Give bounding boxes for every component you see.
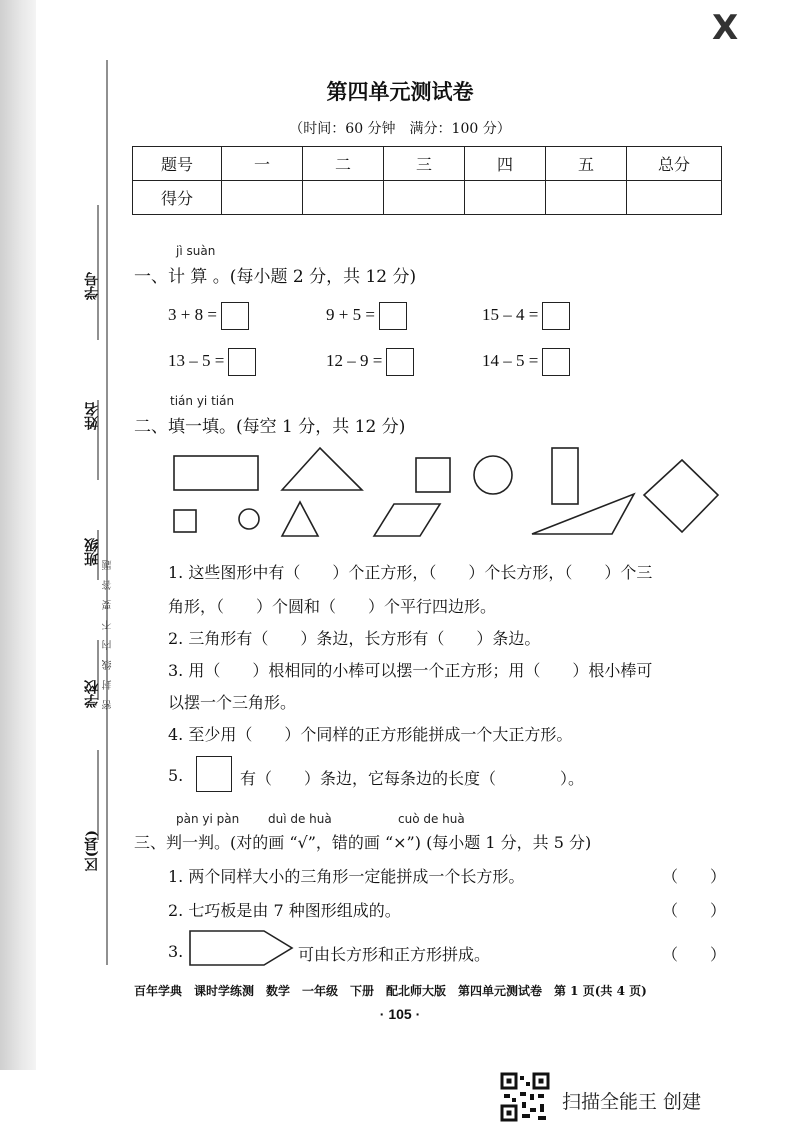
score-header-cell: 四 [465, 147, 546, 181]
problem-6 [482, 348, 570, 376]
tall-rectangle-shape [552, 448, 578, 504]
section2-title: 二、填一填。(每空 1 分，共 12 分) [134, 417, 406, 437]
section3-pinyin-2: duì de huà [268, 812, 332, 826]
name-label: 姓名 [84, 402, 100, 430]
answer-box[interactable] [379, 302, 407, 330]
answer-box[interactable] [542, 302, 570, 330]
score-header-cell: 二 [303, 147, 384, 181]
score-cell[interactable] [303, 181, 384, 215]
qr-code-icon [500, 1072, 550, 1122]
question-2-5: 有（ ）条边，它每条边的长度（ ）。 [240, 769, 585, 788]
score-value-row [133, 181, 722, 215]
answer-paren[interactable]: （ ） [662, 867, 727, 886]
question-2-2: 2. 三角形有（ ）条边，长方形有（ ）条边。 [168, 629, 541, 648]
score-header-cell: 题号 [133, 147, 222, 181]
problem-5 [326, 348, 414, 376]
problem-4 [168, 348, 256, 376]
diamond-shape [644, 460, 718, 532]
shapes-figure [168, 446, 728, 546]
section2-pinyin: tián yi tián [170, 394, 235, 408]
square-shape [416, 458, 450, 492]
question-2-3b: 以摆一个三角形。 [168, 693, 297, 712]
problem-text: 9 + 5 = [326, 304, 375, 324]
score-table [132, 146, 722, 215]
page-shadow [0, 0, 36, 1070]
question-2-1a: 1. 这些图形中有（ ）个正方形，（ ）个长方形，（ ）个三 [168, 563, 653, 582]
seal-line-text: 密 封 线 内 不 要 答 题 [103, 560, 114, 710]
small-triangle-shape [282, 502, 318, 536]
score-cell[interactable] [546, 181, 627, 215]
pentagon-figure [188, 929, 298, 969]
question-3-3: 可由长方形和正方形拼成。 [298, 945, 491, 964]
parallelogram-shape [374, 504, 440, 536]
rectangle-shape [174, 456, 258, 490]
section3-pinyin-1: pàn yi pàn [176, 812, 240, 826]
problem-2 [326, 302, 407, 330]
question-2-4: 4. 至少用（ ）个同样的正方形能拼成一个大正方形。 [168, 725, 573, 744]
problem-3 [482, 302, 570, 330]
district-label: 区(县) [84, 830, 100, 872]
problem-text: 12 – 9 = [326, 350, 383, 370]
question-3-2: 2. 七巧板是由 7 种图形组成的。 [168, 901, 401, 920]
answer-box[interactable] [228, 348, 256, 376]
page-title: 第四单元测试卷 [326, 79, 474, 104]
score-cell[interactable] [384, 181, 465, 215]
score-cell[interactable] [627, 181, 722, 215]
long-triangle-shape [532, 494, 634, 534]
problem-text: 13 – 5 = [168, 350, 225, 370]
triangle-shape [282, 448, 362, 490]
small-circle-shape [239, 509, 259, 529]
answer-paren[interactable]: （ ） [662, 901, 727, 920]
answer-box[interactable] [542, 348, 570, 376]
problem-text: 14 – 5 = [482, 350, 539, 370]
page-footer: 百年学典 课时学练测 数学 一年级 下册 配北师大版 第四单元测试卷 第 1 页(共 4 页) [134, 984, 647, 998]
score-header-cell: 一 [222, 147, 303, 181]
section3-title: 三、判一判。(对的画 “√”，错的画 “×”) (每小题 1 分，共 5 分) [134, 833, 592, 852]
score-cell[interactable] [222, 181, 303, 215]
question-3-1: 1. 两个同样大小的三角形一定能拼成一个长方形。 [168, 867, 525, 886]
score-header-cell: 五 [546, 147, 627, 181]
scanner-watermark: 扫描全能王 创建 [562, 1091, 702, 1113]
page-number: · 105 · [379, 1006, 421, 1022]
question-2-3a: 3. 用（ ）根相同的小棒可以摆一个正方形；用（ ）根小棒可 [168, 661, 653, 680]
class-label: 班级 [84, 538, 100, 566]
circle-shape [474, 456, 512, 494]
score-cell[interactable] [465, 181, 546, 215]
answer-box[interactable] [221, 302, 249, 330]
exam-info: （时间：60 分钟 满分：100 分） [289, 121, 511, 137]
small-square-shape [174, 510, 196, 532]
section1-pinyin: jì suàn [176, 244, 216, 258]
question-2-1b: 角形，（ ）个圆和（ ）个平行四边形。 [168, 597, 497, 616]
close-button[interactable]: X [712, 8, 739, 48]
score-header-row [133, 147, 722, 181]
school-label: 学校 [84, 680, 100, 708]
question-2-5-number: 5. [168, 766, 184, 785]
square-figure [196, 756, 232, 792]
problem-text: 3 + 8 = [168, 304, 217, 324]
answer-box[interactable] [386, 348, 414, 376]
problem-1 [168, 302, 249, 330]
student-id-label: 学号 [84, 272, 100, 300]
score-header-cell: 总分 [627, 147, 722, 181]
score-header-cell: 三 [384, 147, 465, 181]
answer-paren[interactable]: （ ） [662, 945, 727, 964]
section3-pinyin-3: cuò de huà [398, 812, 465, 826]
score-row-label: 得分 [133, 181, 222, 215]
problem-text: 15 – 4 = [482, 304, 539, 324]
section1-title: 一、计 算 。(每小题 2 分，共 12 分) [134, 267, 417, 287]
question-3-3-number: 3. [168, 942, 184, 961]
